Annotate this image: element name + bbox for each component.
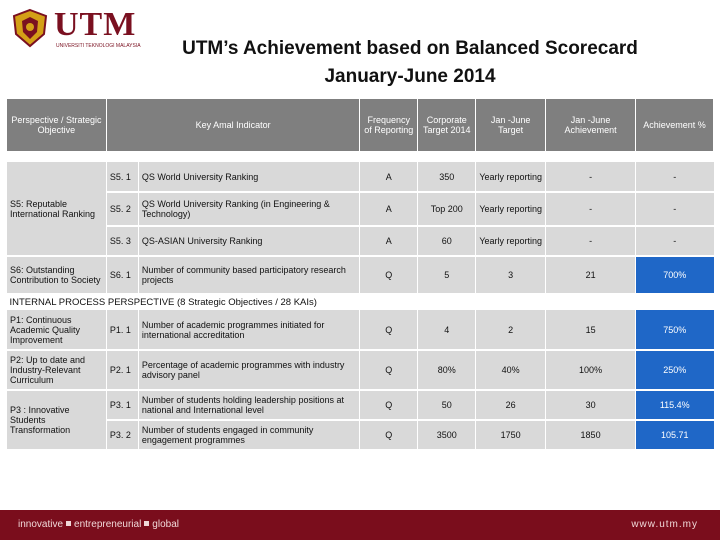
kai-name: Number of students holding leadership positions at national and International level (138, 390, 359, 420)
jan-target-cell: 2 (476, 310, 546, 350)
kai-name: Number of academic programmes initiated for international accreditation (138, 310, 359, 350)
jan-target-cell: 40% (476, 350, 546, 390)
logo-subtitle: UNIVERSITI TEKNOLOGI MALAYSIA (56, 43, 141, 49)
target-cell: 4 (418, 310, 476, 350)
bullet-square-icon (144, 521, 149, 526)
achievement-pct-cell: 250% (636, 350, 714, 390)
target-cell: 5 (418, 256, 476, 294)
kai-name: QS World University Ranking (138, 162, 359, 192)
footer-url: www.utm.my (631, 519, 698, 530)
achievement-pct-cell: 750% (636, 310, 714, 350)
achievement-pct-cell: 115.4% (636, 390, 714, 420)
header-jan-achievement: Jan -June Achievement (546, 99, 636, 152)
tagline-innovative: innovative (18, 519, 64, 530)
target-cell: Top 200 (418, 192, 476, 226)
header-achievement-pct: Achievement % (636, 99, 714, 152)
scorecard-table (6, 98, 714, 451)
frequency-cell: Q (360, 256, 418, 294)
kai-code: S5. 1 (106, 162, 138, 192)
kai-name: QS World University Ranking (in Engineering & Technology) (138, 192, 359, 226)
header-row (7, 99, 714, 152)
table-row (7, 162, 714, 192)
table-row (7, 256, 714, 294)
kai-code: S5. 3 (106, 226, 138, 256)
jan-target-cell: 1750 (476, 420, 546, 450)
jan-achievement-cell: 21 (546, 256, 636, 294)
header-perspective: Perspective / Strategic Objective (7, 99, 107, 152)
jan-achievement-cell: - (546, 226, 636, 256)
jan-achievement-cell: - (546, 192, 636, 226)
kai-code: P2. 1 (106, 350, 138, 390)
kai-name: Number of community based participatory research projects (138, 256, 359, 294)
tagline-global: global (152, 519, 179, 530)
jan-target-cell: 3 (476, 256, 546, 294)
jan-target-cell: 26 (476, 390, 546, 420)
jan-target-cell: Yearly reporting (476, 192, 546, 226)
jan-achievement-cell: - (546, 162, 636, 192)
kai-code: P3. 1 (106, 390, 138, 420)
section-label: INTERNAL PROCESS PERSPECTIVE (8 Strategic Objectives / 28 KAIs) (7, 294, 714, 310)
header-target: Corporate Target 2014 (418, 99, 476, 152)
table-row (7, 310, 714, 350)
header-kai: Key Amal Indicator (106, 99, 359, 152)
table-row (7, 420, 714, 450)
table-row (7, 390, 714, 420)
header-frequency: Frequency of Reporting (360, 99, 418, 152)
target-cell: 3500 (418, 420, 476, 450)
kai-name: Percentage of academic programmes with industry advisory panel (138, 350, 359, 390)
target-cell: 80% (418, 350, 476, 390)
page-subtitle: January-June 2014 (324, 66, 496, 87)
kai-name: Number of students engaged in community engagement programmes (138, 420, 359, 450)
perspective-cell: P1: Continuous Academic Quality Improvement (7, 310, 107, 350)
jan-achievement-cell: 15 (546, 310, 636, 350)
perspective-cell: P2: Up to date and Industry-Relevant Curriculum (7, 350, 107, 390)
jan-achievement-cell: 1850 (546, 420, 636, 450)
perspective-cell: S5: Reputable International Ranking (7, 162, 107, 256)
target-cell: 60 (418, 226, 476, 256)
kai-code: P3. 2 (106, 420, 138, 450)
target-cell: 50 (418, 390, 476, 420)
jan-target-cell: Yearly reporting (476, 226, 546, 256)
footer-tagline (18, 519, 179, 530)
achievement-pct-cell: - (636, 162, 714, 192)
achievement-pct-cell: 105.71 (636, 420, 714, 450)
frequency-cell: A (360, 192, 418, 226)
table-row (7, 226, 714, 256)
kai-code: S5. 2 (106, 192, 138, 226)
crest-icon (12, 8, 48, 48)
jan-achievement-cell: 100% (546, 350, 636, 390)
section-row (7, 294, 714, 310)
target-cell: 350 (418, 162, 476, 192)
frequency-cell: A (360, 162, 418, 192)
perspective-cell: P3 : Innovative Students Transformation (7, 390, 107, 450)
frequency-cell: A (360, 226, 418, 256)
achievement-pct-cell: 700% (636, 256, 714, 294)
kai-code: S6. 1 (106, 256, 138, 294)
table-row (7, 350, 714, 390)
achievement-pct-cell: - (636, 226, 714, 256)
frequency-cell: Q (360, 420, 418, 450)
frequency-cell: Q (360, 390, 418, 420)
page-title: UTM’s Achievement based on Balanced Scorecard (182, 38, 638, 59)
frequency-cell: Q (360, 310, 418, 350)
bullet-square-icon (66, 521, 71, 526)
frequency-cell: Q (360, 350, 418, 390)
footer-bar (0, 510, 720, 540)
table-row (7, 192, 714, 226)
tagline-entrepreneurial: entrepreneurial (74, 519, 142, 530)
header-jan-target: Jan -June Target (476, 99, 546, 152)
achievement-pct-cell: - (636, 192, 714, 226)
jan-achievement-cell: 30 (546, 390, 636, 420)
kai-code: P1. 1 (106, 310, 138, 350)
jan-target-cell: Yearly reporting (476, 162, 546, 192)
logo-wordmark: UTM (54, 6, 137, 43)
perspective-cell: S6: Outstanding Contribution to Society (7, 256, 107, 294)
kai-name: QS-ASIAN University Ranking (138, 226, 359, 256)
